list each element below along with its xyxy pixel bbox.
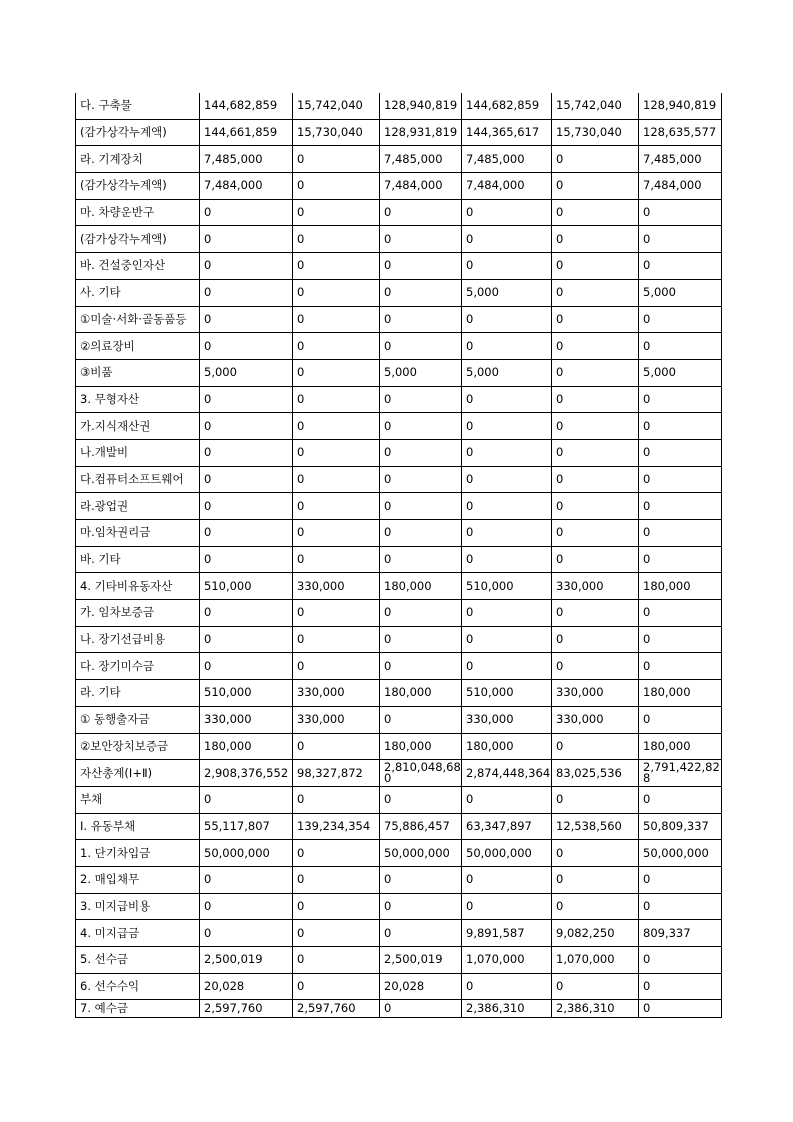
value-cell: 0 [639, 893, 722, 920]
value-cell: 0 [200, 920, 293, 947]
table-row [76, 146, 722, 173]
row-label-cell: 2. 매입채무 [76, 866, 200, 893]
value-cell: 0 [200, 626, 293, 653]
value-cell: 2,908,376,552 [200, 760, 293, 787]
value-cell: 0 [380, 893, 462, 920]
value-cell: 0 [380, 493, 462, 520]
value-cell: 15,742,040 [552, 93, 639, 119]
row-label-cell: 자산총계(Ⅰ+Ⅱ) [76, 760, 200, 787]
value-cell: 0 [200, 306, 293, 333]
table-row [76, 413, 722, 440]
value-cell: 0 [462, 546, 552, 573]
value-cell: 1,070,000 [462, 947, 552, 974]
value-cell: 0 [639, 493, 722, 520]
row-label-cell: (감가상각누계액) [76, 226, 200, 253]
row-label-cell: 6. 선수수익 [76, 973, 200, 1000]
value-cell: 0 [293, 439, 380, 466]
value-cell: 180,000 [200, 733, 293, 760]
row-label-cell: 5. 선수금 [76, 947, 200, 974]
value-cell: 0 [552, 439, 639, 466]
value-cell: 7,484,000 [200, 173, 293, 200]
value-cell: 15,742,040 [293, 93, 380, 119]
value-cell: 330,000 [552, 573, 639, 600]
value-cell: 510,000 [200, 573, 293, 600]
value-cell: 0 [639, 706, 722, 733]
value-cell: 7,485,000 [639, 146, 722, 173]
value-cell: 0 [380, 706, 462, 733]
row-label-cell: 마.임차권리금 [76, 520, 200, 547]
value-cell: 0 [380, 546, 462, 573]
value-cell: 0 [380, 226, 462, 253]
value-cell: 180,000 [462, 733, 552, 760]
value-cell: 0 [380, 253, 462, 280]
value-cell: 0 [639, 626, 722, 653]
value-cell: 0 [639, 413, 722, 440]
value-cell: 0 [462, 466, 552, 493]
row-label-cell: ②보안장치보증금 [76, 733, 200, 760]
row-label-cell: 3. 미지급비용 [76, 893, 200, 920]
value-cell: 0 [552, 199, 639, 226]
row-label-cell: 나. 장기선급비용 [76, 626, 200, 653]
value-cell: 0 [462, 626, 552, 653]
value-cell: 0 [639, 786, 722, 813]
table-row [76, 199, 722, 226]
value-cell: 15,730,040 [552, 119, 639, 146]
value-cell: 0 [552, 333, 639, 360]
value-cell: 330,000 [200, 706, 293, 733]
table-row [76, 520, 722, 547]
row-label-cell: 7. 예수금 [76, 1000, 200, 1018]
table-row [76, 706, 722, 733]
value-cell: 0 [200, 866, 293, 893]
value-cell: 0 [200, 520, 293, 547]
value-cell: 2,500,019 [380, 947, 462, 974]
value-cell: 0 [293, 866, 380, 893]
row-label-cell: 라. 기타 [76, 680, 200, 707]
row-label-cell: 다. 장기미수금 [76, 653, 200, 680]
value-cell: 2,597,760 [293, 1000, 380, 1018]
value-cell: 0 [293, 920, 380, 947]
value-cell: 0 [293, 653, 380, 680]
value-cell: 0 [200, 786, 293, 813]
value-cell: 144,682,859 [462, 93, 552, 119]
value-cell: 510,000 [462, 573, 552, 600]
row-label-cell: ① 동행출자금 [76, 706, 200, 733]
value-cell: 5,000 [462, 279, 552, 306]
value-cell: 12,538,560 [552, 813, 639, 840]
value-cell: 0 [200, 546, 293, 573]
value-cell: 0 [380, 333, 462, 360]
value-cell: 0 [639, 439, 722, 466]
row-label-cell: 바. 기타 [76, 546, 200, 573]
value-cell: 0 [552, 840, 639, 867]
table-row [76, 786, 722, 813]
value-cell: 0 [293, 626, 380, 653]
value-cell: 7,484,000 [462, 173, 552, 200]
table-row [76, 653, 722, 680]
value-cell: 0 [293, 279, 380, 306]
value-cell: 0 [639, 306, 722, 333]
value-cell: 0 [639, 600, 722, 627]
value-cell: 0 [293, 840, 380, 867]
value-cell: 1,070,000 [552, 947, 639, 974]
value-cell: 0 [639, 866, 722, 893]
table-row [76, 119, 722, 146]
value-cell: 2,597,760 [200, 1000, 293, 1018]
value-cell: 128,635,577 [639, 119, 722, 146]
value-cell: 2,810,048,680 [380, 760, 462, 787]
value-cell: 180,000 [639, 573, 722, 600]
table-row [76, 306, 722, 333]
value-cell: 0 [380, 1000, 462, 1018]
table-row [76, 1000, 722, 1018]
value-cell: 0 [200, 439, 293, 466]
value-cell: 0 [293, 333, 380, 360]
value-cell: 0 [380, 466, 462, 493]
row-label-cell: (감가상각누계액) [76, 119, 200, 146]
value-cell: 0 [380, 626, 462, 653]
value-cell: 0 [380, 439, 462, 466]
value-cell: 0 [293, 226, 380, 253]
value-cell: 0 [552, 413, 639, 440]
value-cell: 0 [639, 546, 722, 573]
value-cell: 0 [639, 653, 722, 680]
value-cell: 180,000 [380, 573, 462, 600]
row-label-cell: 가. 임차보증금 [76, 600, 200, 627]
value-cell: 330,000 [552, 706, 639, 733]
value-cell: 15,730,040 [293, 119, 380, 146]
value-cell: 0 [462, 866, 552, 893]
value-cell: 0 [552, 866, 639, 893]
value-cell: 5,000 [639, 279, 722, 306]
table-row [76, 947, 722, 974]
value-cell: 20,028 [200, 973, 293, 1000]
value-cell: 0 [293, 546, 380, 573]
value-cell: 128,940,819 [639, 93, 722, 119]
value-cell: 0 [552, 226, 639, 253]
value-cell: 330,000 [293, 573, 380, 600]
value-cell: 50,000,000 [200, 840, 293, 867]
value-cell: 0 [380, 520, 462, 547]
row-label-cell: 4. 미지급금 [76, 920, 200, 947]
value-cell: 144,365,617 [462, 119, 552, 146]
value-cell: 0 [380, 199, 462, 226]
value-cell: 128,931,819 [380, 119, 462, 146]
row-label-cell: 바. 건설중인자산 [76, 253, 200, 280]
value-cell: 0 [462, 973, 552, 1000]
value-cell: 9,082,250 [552, 920, 639, 947]
row-label-cell: 마. 차량운반구 [76, 199, 200, 226]
value-cell: 50,000,000 [639, 840, 722, 867]
value-cell: 5,000 [380, 359, 462, 386]
value-cell: 0 [552, 520, 639, 547]
row-label-cell: 부채 [76, 786, 200, 813]
table-row [76, 93, 722, 119]
value-cell: 0 [552, 626, 639, 653]
value-cell: 7,485,000 [380, 146, 462, 173]
value-cell: 0 [293, 199, 380, 226]
value-cell: 5,000 [462, 359, 552, 386]
value-cell: 0 [200, 253, 293, 280]
value-cell: 63,347,897 [462, 813, 552, 840]
row-label-cell: 사. 기타 [76, 279, 200, 306]
value-cell: 0 [293, 893, 380, 920]
value-cell: 0 [552, 973, 639, 1000]
value-cell: 0 [380, 866, 462, 893]
value-cell: 7,484,000 [639, 173, 722, 200]
value-cell: 0 [293, 466, 380, 493]
value-cell: 0 [552, 786, 639, 813]
value-cell: 330,000 [293, 706, 380, 733]
value-cell: 0 [552, 279, 639, 306]
value-cell: 7,484,000 [380, 173, 462, 200]
value-cell: 0 [462, 893, 552, 920]
row-label-cell: 가.지식재산권 [76, 413, 200, 440]
value-cell: 0 [380, 920, 462, 947]
value-cell: 9,891,587 [462, 920, 552, 947]
row-label-cell: 다. 구축물 [76, 93, 200, 119]
table-row [76, 386, 722, 413]
table-row [76, 626, 722, 653]
value-cell: 0 [380, 306, 462, 333]
row-label-cell: 라. 기계장치 [76, 146, 200, 173]
value-cell: 0 [639, 1000, 722, 1018]
value-cell: 0 [293, 520, 380, 547]
value-cell: 0 [639, 386, 722, 413]
value-cell: 0 [200, 413, 293, 440]
row-label-cell: ③비품 [76, 359, 200, 386]
value-cell: 5,000 [200, 359, 293, 386]
value-cell: 0 [462, 653, 552, 680]
value-cell: 5,000 [639, 359, 722, 386]
table-row [76, 840, 722, 867]
value-cell: 0 [200, 333, 293, 360]
value-cell: 330,000 [293, 680, 380, 707]
value-cell: 809,337 [639, 920, 722, 947]
value-cell: 0 [552, 493, 639, 520]
row-label-cell: 라.광업권 [76, 493, 200, 520]
value-cell: 0 [552, 306, 639, 333]
value-cell: 55,117,807 [200, 813, 293, 840]
value-cell: 7,485,000 [200, 146, 293, 173]
table-row [76, 920, 722, 947]
value-cell: 98,327,872 [293, 760, 380, 787]
value-cell: 2,791,422,828 [639, 760, 722, 787]
value-cell: 0 [639, 333, 722, 360]
value-cell: 0 [293, 173, 380, 200]
table-row [76, 493, 722, 520]
value-cell: 0 [293, 253, 380, 280]
table-row [76, 333, 722, 360]
table-row [76, 546, 722, 573]
value-cell: 0 [639, 466, 722, 493]
table-row [76, 813, 722, 840]
balance-sheet-table-container [75, 93, 721, 1018]
value-cell: 0 [462, 226, 552, 253]
value-cell: 180,000 [380, 733, 462, 760]
value-cell: 0 [293, 973, 380, 1000]
value-cell: 0 [200, 600, 293, 627]
value-cell: 128,940,819 [380, 93, 462, 119]
row-label-cell: 나.개발비 [76, 439, 200, 466]
row-label-cell: (감가상각누계액) [76, 173, 200, 200]
value-cell: 0 [200, 893, 293, 920]
value-cell: 0 [293, 359, 380, 386]
value-cell: 0 [462, 386, 552, 413]
value-cell: 0 [639, 973, 722, 1000]
value-cell: 0 [380, 786, 462, 813]
value-cell: 139,234,354 [293, 813, 380, 840]
value-cell: 0 [552, 600, 639, 627]
value-cell: 2,386,310 [552, 1000, 639, 1018]
value-cell: 0 [552, 466, 639, 493]
value-cell: 0 [552, 253, 639, 280]
value-cell: 0 [462, 600, 552, 627]
table-row [76, 279, 722, 306]
value-cell: 144,682,859 [200, 93, 293, 119]
value-cell: 0 [462, 199, 552, 226]
value-cell: 0 [639, 520, 722, 547]
value-cell: 0 [293, 306, 380, 333]
value-cell: 50,809,337 [639, 813, 722, 840]
table-row [76, 600, 722, 627]
value-cell: 0 [552, 173, 639, 200]
value-cell: 0 [552, 893, 639, 920]
value-cell: 7,485,000 [462, 146, 552, 173]
value-cell: 0 [293, 493, 380, 520]
value-cell: 20,028 [380, 973, 462, 1000]
table-row [76, 173, 722, 200]
value-cell: 0 [552, 653, 639, 680]
table-row [76, 866, 722, 893]
value-cell: 510,000 [200, 680, 293, 707]
value-cell: 2,874,448,364 [462, 760, 552, 787]
value-cell: 0 [462, 413, 552, 440]
value-cell: 50,000,000 [380, 840, 462, 867]
row-label-cell: 4. 기타비유동자산 [76, 573, 200, 600]
row-label-cell: 1. 단기차입금 [76, 840, 200, 867]
value-cell: 0 [462, 306, 552, 333]
table-row [76, 733, 722, 760]
value-cell: 83,025,536 [552, 760, 639, 787]
value-cell: 0 [462, 333, 552, 360]
value-cell: 0 [200, 226, 293, 253]
value-cell: 0 [293, 386, 380, 413]
value-cell: 0 [293, 146, 380, 173]
value-cell: 0 [380, 653, 462, 680]
table-row [76, 466, 722, 493]
value-cell: 0 [293, 413, 380, 440]
value-cell: 0 [380, 600, 462, 627]
value-cell: 0 [462, 493, 552, 520]
value-cell: 0 [200, 199, 293, 226]
value-cell: 0 [552, 546, 639, 573]
value-cell: 0 [639, 947, 722, 974]
value-cell: 0 [200, 386, 293, 413]
value-cell: 0 [552, 146, 639, 173]
value-cell: 0 [200, 653, 293, 680]
table-row [76, 680, 722, 707]
value-cell: 0 [200, 279, 293, 306]
value-cell: 0 [462, 439, 552, 466]
balance-sheet-table [75, 93, 722, 1018]
value-cell: 180,000 [380, 680, 462, 707]
value-cell: 0 [462, 520, 552, 547]
table-row [76, 359, 722, 386]
row-label-cell: 다.컴퓨터소프트웨어 [76, 466, 200, 493]
value-cell: 0 [552, 386, 639, 413]
value-cell: 330,000 [552, 680, 639, 707]
value-cell: 510,000 [462, 680, 552, 707]
value-cell: 0 [552, 733, 639, 760]
row-label-cell: ②의료장비 [76, 333, 200, 360]
value-cell: 0 [380, 279, 462, 306]
table-row [76, 893, 722, 920]
value-cell: 0 [552, 359, 639, 386]
balance-sheet-table-body [76, 93, 722, 1018]
value-cell: 50,000,000 [462, 840, 552, 867]
row-label-cell: 3. 무형자산 [76, 386, 200, 413]
value-cell: 180,000 [639, 733, 722, 760]
value-cell: 0 [639, 226, 722, 253]
value-cell: 0 [200, 493, 293, 520]
row-label-cell: ①미술·서화·골동품등 [76, 306, 200, 333]
table-row [76, 253, 722, 280]
row-label-cell: Ⅰ. 유동부채 [76, 813, 200, 840]
table-row [76, 226, 722, 253]
value-cell: 0 [639, 253, 722, 280]
table-row [76, 439, 722, 466]
value-cell: 0 [462, 253, 552, 280]
table-row [76, 973, 722, 1000]
value-cell: 0 [293, 600, 380, 627]
value-cell: 2,386,310 [462, 1000, 552, 1018]
value-cell: 0 [293, 947, 380, 974]
value-cell: 0 [380, 386, 462, 413]
value-cell: 75,886,457 [380, 813, 462, 840]
value-cell: 2,500,019 [200, 947, 293, 974]
value-cell: 0 [639, 199, 722, 226]
value-cell: 0 [462, 786, 552, 813]
table-row [76, 573, 722, 600]
table-row [76, 760, 722, 787]
value-cell: 0 [293, 733, 380, 760]
value-cell: 180,000 [639, 680, 722, 707]
value-cell: 330,000 [462, 706, 552, 733]
value-cell: 0 [380, 413, 462, 440]
value-cell: 0 [200, 466, 293, 493]
value-cell: 0 [293, 786, 380, 813]
value-cell: 144,661,859 [200, 119, 293, 146]
